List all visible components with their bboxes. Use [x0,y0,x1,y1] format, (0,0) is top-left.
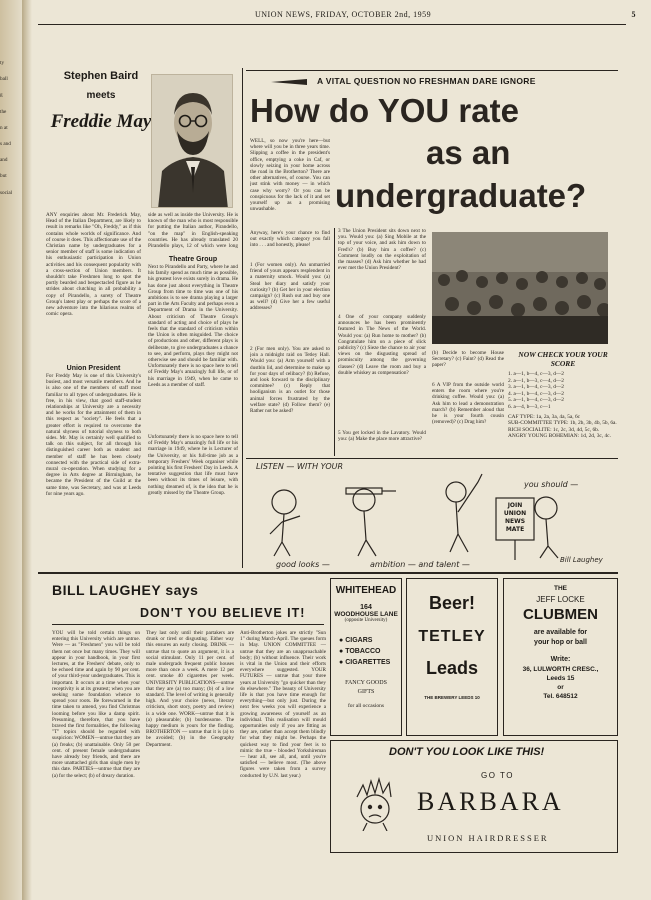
clubmen-ad [503,578,618,736]
clubmen-the: THE [554,585,567,592]
bill-rule [52,624,324,625]
clubmen-line-1: are available for [533,629,588,636]
question-3: 3 The Union President sits down next to you. Would you: (a) Sing Mobile at the top of your voice, and ask him down to Fred's? (b) Buy him a coffee? (c) Comment loudly on the exploitation of the masses? (d) Ask him whether he had ever met the Union President? [338,228,426,272]
feature-col2-para2: Next to Pirandello and Party, where he and his family spend as much time as possible, his greatest love exists surely in drama. He has done just about everything in Theatre Group from time to time was one of his ambitions is to see drama playing a larger part in the Arts Faculty and perhaps even a Department of Drama in the University. About criticism of Theatre Group's standard of acting and choice of plays he feels that the standard of criticism within the Union is often misguided. The choice of productions and other, different plays is deliberate, to give undergraduates a chance to see, and perform, plays they might not otherwise see and should be familiar with. Unfortunately there is no space here to tell of Freddy May's amazingly full life, or of his marriage in 1949, when he came to Leeds as a member of staff. [148,264,238,388]
score-rich-socialite: RICH SOCIALITE: 1c, 2c, 3d, 4d, 5c, 6b. [508,426,600,433]
clubmen-tel: Tel. 648512 [543,693,578,700]
score-line: 1. a—1, b—4, c—3, d—2 [508,371,564,377]
theatre-group-subhead: Theatre Group [168,256,218,263]
whitehead-street: WOODHOUSE LANE [334,611,398,618]
union-president-subhead: Union President [66,365,121,372]
clubmen-address-1: 36, LULWORTH CRESC., [522,666,599,673]
bullet-icon: ● [339,659,346,666]
feature-col2-para3: Unfortunately there is no space here to tell of Freddy May's amazingly full life or his marriage in 1949, where he is Lecturer of the University, or his full-time job as a temporary Freshers' Week organiser while pointing his first Freshers' Day in Leeds. A tentative suggestion that life must have been without its times of leisure, with nothing dreamed of, is the idea that he is greatly missed by the Theatre Group. [148,434,238,496]
feature-col1-para1: ANY enquiries about Mr. Frederick May, Head of the Italian Department, are likely to result in remarks like "Oh, Freddy," as if this contains whole worlds of significance. And of course it does. This affectionate use of the Christian name by undergraduates for a senior member of staff is some indication of his enthusiastic participation in Union activities and his consequent popularity with a cross-section of Union members. It shouldn't take Freshmen long to spot the portly bearded and bespectacled figure as he strides about clutching in all probability a copy of Pirandello, a surety of Theatre Group's latest play or perhaps the score of a new adventure into the hilarious realms of comic opera. [46,212,141,318]
score-angry-bohemian: ANGRY YOUNG BOHEMIAN: 1d, 2d, 3c, 4c. [508,433,611,440]
clubmen-name: JEFF LOCKE [536,595,585,604]
page-header [40,8,640,22]
barbara-ad [330,740,618,853]
header-headline: UNION NEWS, FRIDAY, OCTOBER 2nd, 1959 [255,10,432,19]
bill-col-1: YOU will be told certain things on entering this University which are untrue. Were — as "Freshmen" you will be told them not once but many times. They will appear in your handbook, in your first lectures, at the Freshers' debate, only to be echoed time and again by 90 per cent. of your third-year undergraduates. This is important. It occurs at a time when your receptivity is at its greatest; when you are seeking some foundation whence to spread your roots. Be forewarned in the time taken to amend, you find Christmas looming before you like a damp spirit. Presuming, therefore, that you have braved the first formalities, the following "T" topics should be regarded with suspicion: WOMEN—untrue that they are (a) freaks; (b) unattainable. Only 50 per cent. of present female undergraduates have already boy friends, and there are more unattached girls than single men by this date. PARTIES—untrue that they are (a) for the select; (b) of dreary duration. [52,630,140,779]
bill-laughey-headline: BILL LAUGHEY says [52,582,199,598]
question-2: 2 (For men only). You are asked to join a midnight raid on Tetley Hall. Would you: (a) Arm yourself with a dustbin lid, and determine to make up for your days of celibacy? (b) Refuse, and look forward to the disciplinary committee? (c) Reply that hooliganism is an outlet for those animal forces frustrated by the welfare state? (d) Follow them? (e) Rather not be asked? [250,346,330,415]
whitehead-goods: FANCY GOODS [345,680,387,686]
question-6: 6 A VIP from the outside world enters the room where you're drinking coffee. Would you: (a) Ask him to lead a demonstration march? (b) Remember aloud that he is your fourth cousin (removed)? (c) Drag him? [432,382,504,426]
barbara-footer: UNION HAIRDRESSER [427,833,549,843]
question-4-continued: (b) Decide to become House Secretary? (c) Faint? (d) Read the paper? [432,350,504,369]
previous-page-fragment: g [0,92,3,99]
cartoon-caption-2: good looks — [276,560,330,569]
whitehead-opposite: (opposite University) [344,618,388,623]
cartoon-signature: Bill Laughey [560,556,603,564]
previous-page-fragment: the [0,108,7,115]
cartoon-caption-3: ambition — and talent — [370,560,470,569]
bullet-icon: ● [339,637,346,644]
bill-col-2: They last only until their partakers are drunk or tired or disgusting. Either way this ensures an early closing. DRINK — untrue that to quote an argument, it is a social stimulant. Only 11 per cent. of male undergrads frequent public houses more than once a week. A mere 12 per cent. smoke 40 cigarettes per week. UNIVERSITY PUBLICATIONS—untrue that they are (a) too many; (b) of a low standard. The level of writing is generally high. And your choice (news, literary criticism, short story, poetry and review) is a wide one. WORK—untrue that it is (a) pleasurable; (b) burdensome. The happy medium is yours for the finding. BROTHERTON — untrue that it is (a) to be avoided; (b) in the Geography Department. [146,630,234,748]
clubmen-title: CLUBMEN [523,606,598,623]
question-1: 1 (For women only). An unmarried friend of yours appears resplendent in a maternity smock. Would you: (a) Steal her diary and satisfy your curiosity? (b) Get her in your election campaign? (c) Rush out and buy one as well? (d) Give her a few useful addresses? [250,262,330,312]
score-lines [508,371,618,440]
questionnaire-kicker-bar [247,74,617,88]
whitehead-ad [330,578,402,736]
whitehead-item: ● CIGARS [339,637,373,644]
spine-shadow [22,0,32,900]
tetley-line: TETLEY [418,628,486,645]
questionnaire-col-rule-1 [334,228,335,456]
lower-section-rule [38,572,618,574]
question-5: 5 You get locked in the Lavatory. Would you: (a) Make the place more attractive? [338,430,426,443]
scruffy-face-icon [349,775,401,831]
score-box [508,350,618,440]
previous-page-fragment: but [0,173,7,180]
score-line: 4. a—1, b—4, c—3, d—2 [508,390,564,397]
questionnaire-intro: WELL, so now you're here—but where will you be in three years time. Slipping a coffee in the president's office, emptying a coke in Caf, or slowly seizing in your home across the road in the Brotherton? There are other alternatives, of course. You can just stink with money — in which case why worry? Or you can be conspicuous for the lack of it and set yourself up as a promising unwashable. [250,138,330,213]
page-number: 5 [631,10,636,19]
score-sub-committee: SUB-COMMITTEE TYPE: 1b, 2b, 3b, 4b, 5b, 6a. [508,420,617,427]
previous-page-fragment: n at [0,124,8,131]
title-line-3: undergraduate? [335,177,587,214]
feature-headline [46,70,156,133]
feature-column-rule [242,68,243,568]
cartoon-caption-4: you should — [524,480,579,489]
whitehead-number: 164 [360,604,372,611]
score-caf-type: CAF TYPE: 1a, 2a, 3a, 4a, 5a, 6c [508,413,581,420]
portrait-illustration [152,75,233,208]
barbara-goto: GO TO [481,771,514,780]
score-line: 6. a—4, b—3, c—1 [508,403,551,410]
title-line-1: How do YOU rate [250,92,519,129]
leads-line: Leads [425,658,479,678]
score-line: 2. a—1, b—3, c—4, d—2 [508,377,564,384]
barbara-dont: DON'T YOU LOOK LIKE THIS! [389,746,545,758]
feature-col2-para1: side as well as inside the University. He is known of the man who is most responsible for putting the Italian author, Pirandello, "on the map" in English-speaking countries. He has already translated 20 Pirandello plays, 12 of which were long [148,212,238,248]
clubmen-write: Write: [550,656,571,663]
clubmen-or: or [557,684,564,691]
cartoon-strip [246,460,618,572]
dont-believe-it-headline: DON'T YOU BELIEVE IT! [140,606,306,620]
tetley-ad [406,578,498,736]
whitehead-item: ● CIGARETTES [339,659,391,666]
feature-author: Stephen Baird [63,70,139,82]
crowd-photo [432,232,608,344]
question-4: 4 One of your company suddenly announces he has been prominently featured in The News of the World. Would you: (a) Run home to mother? (b) Congratulate him on a piece of slick publicity? (c) Sieze the chance to air your views on the disgusting spread of promiscuity among the governing classes? (d) Leave the room and buy a double whiskey as compensation? [338,314,426,376]
previous-page-fragment: social [0,189,13,196]
cartoon-caption-1: LISTEN — WITH YOUR [256,462,344,471]
whitehead-item: ● TOBACCO [339,648,381,655]
questionnaire-kicker: A VITAL QUESTION NO FRESHMAN DARE IGNORE [317,76,536,86]
portrait-photo [151,74,233,208]
questionnaire-intro-2: Anyway, here's your chance to find out exactly which category you fall into . . . and honestly, please! [250,230,330,249]
score-line: 5. a—1, b—4, c—3, d—2 [508,397,564,404]
previous-page-fragment: ball [0,76,8,83]
kicker-arrow-icon [271,79,311,85]
feature-subject: Freddie May [50,111,152,132]
previous-page-fragments [0,60,22,206]
score-line: 3. a—1, b—4, c—3, d—2 [508,384,564,391]
cartoon-top-rule [246,458,618,459]
previous-page-fragment: ty [0,60,5,66]
whitehead-name: WHITEHEAD [335,585,397,596]
brewery-line: THE BREWERY LEEDS 10 [424,695,480,700]
questionnaire-top-rule [246,70,618,71]
feature-col1-para2: For Freddy May is one of this University's busiest, and most versatile members. And he is also one of the members of staff most familiar to all types of undergraduates. He is free, in his view, that good staff-student relationships at University are a necessity and he works for the attainment of them in this respect as "society". He feels that a greater effort is required to overcome the natural shyness of tutorial shyness to both sides. Mr. May is certainly well qualified to talk on this subject, for all through his distinguished career both as student and member of staff he has been closely connected with the practical side of extra-mural co-operation. When studying for a degree in Arts degree at Birmingham, he became the President of the Guild at the same time, was Secretary, and was at Leeds for nine years ago. [46,373,141,497]
cartoon-sign-text: JOIN UNION NEWS MATE [503,502,527,533]
whitehead-occasions: for all occasions [347,703,385,709]
crowd-illustration [432,232,608,344]
clubmen-address-2: Leeds 15 [546,675,575,682]
clubmen-line-2: your hop or ball [534,639,587,646]
barbara-name: BARBARA [417,787,564,816]
bill-col-3: Anti-Brotherton jokes are strictly "Sun 1" during March-April. The queues form in May. UNION COMMITTEE — untrue that they are an unapproachable body; (b) without influence. Their work is vital in the Union and their efforts everywhere suggested. YOUR FUTURES — untrue that your three years at University "go quicker than they do elsewhere." The beauty of University life is that you have time enough for everything—but only just. During the next few weeks you will experience a growing awareness of yourself as an individual. This realisation will mould opportunities only if you are fitting as they are, rather than accept them blindly for what they might be. Perhaps the quickest way to find your feet is to mimic the true - blooded Yorkshireman — hear all, see all, and, until you're satisfied — believe most. (The above figures were taken from a survey conducted by U.N. last year.) [240,630,326,779]
whitehead-items [331,635,401,668]
beer-line: Beer! [428,593,476,613]
header-rule [38,24,626,25]
score-title: NOW CHECK YOUR YOUR SCORE [518,350,608,368]
previous-page-fragment: and [0,157,8,164]
previous-page-fragment: s and [0,141,11,148]
whitehead-gifts: GIFTS [357,689,375,695]
feature-meets: meets [86,90,116,101]
title-line-2: as an [426,134,511,171]
bullet-icon: ● [339,648,346,655]
